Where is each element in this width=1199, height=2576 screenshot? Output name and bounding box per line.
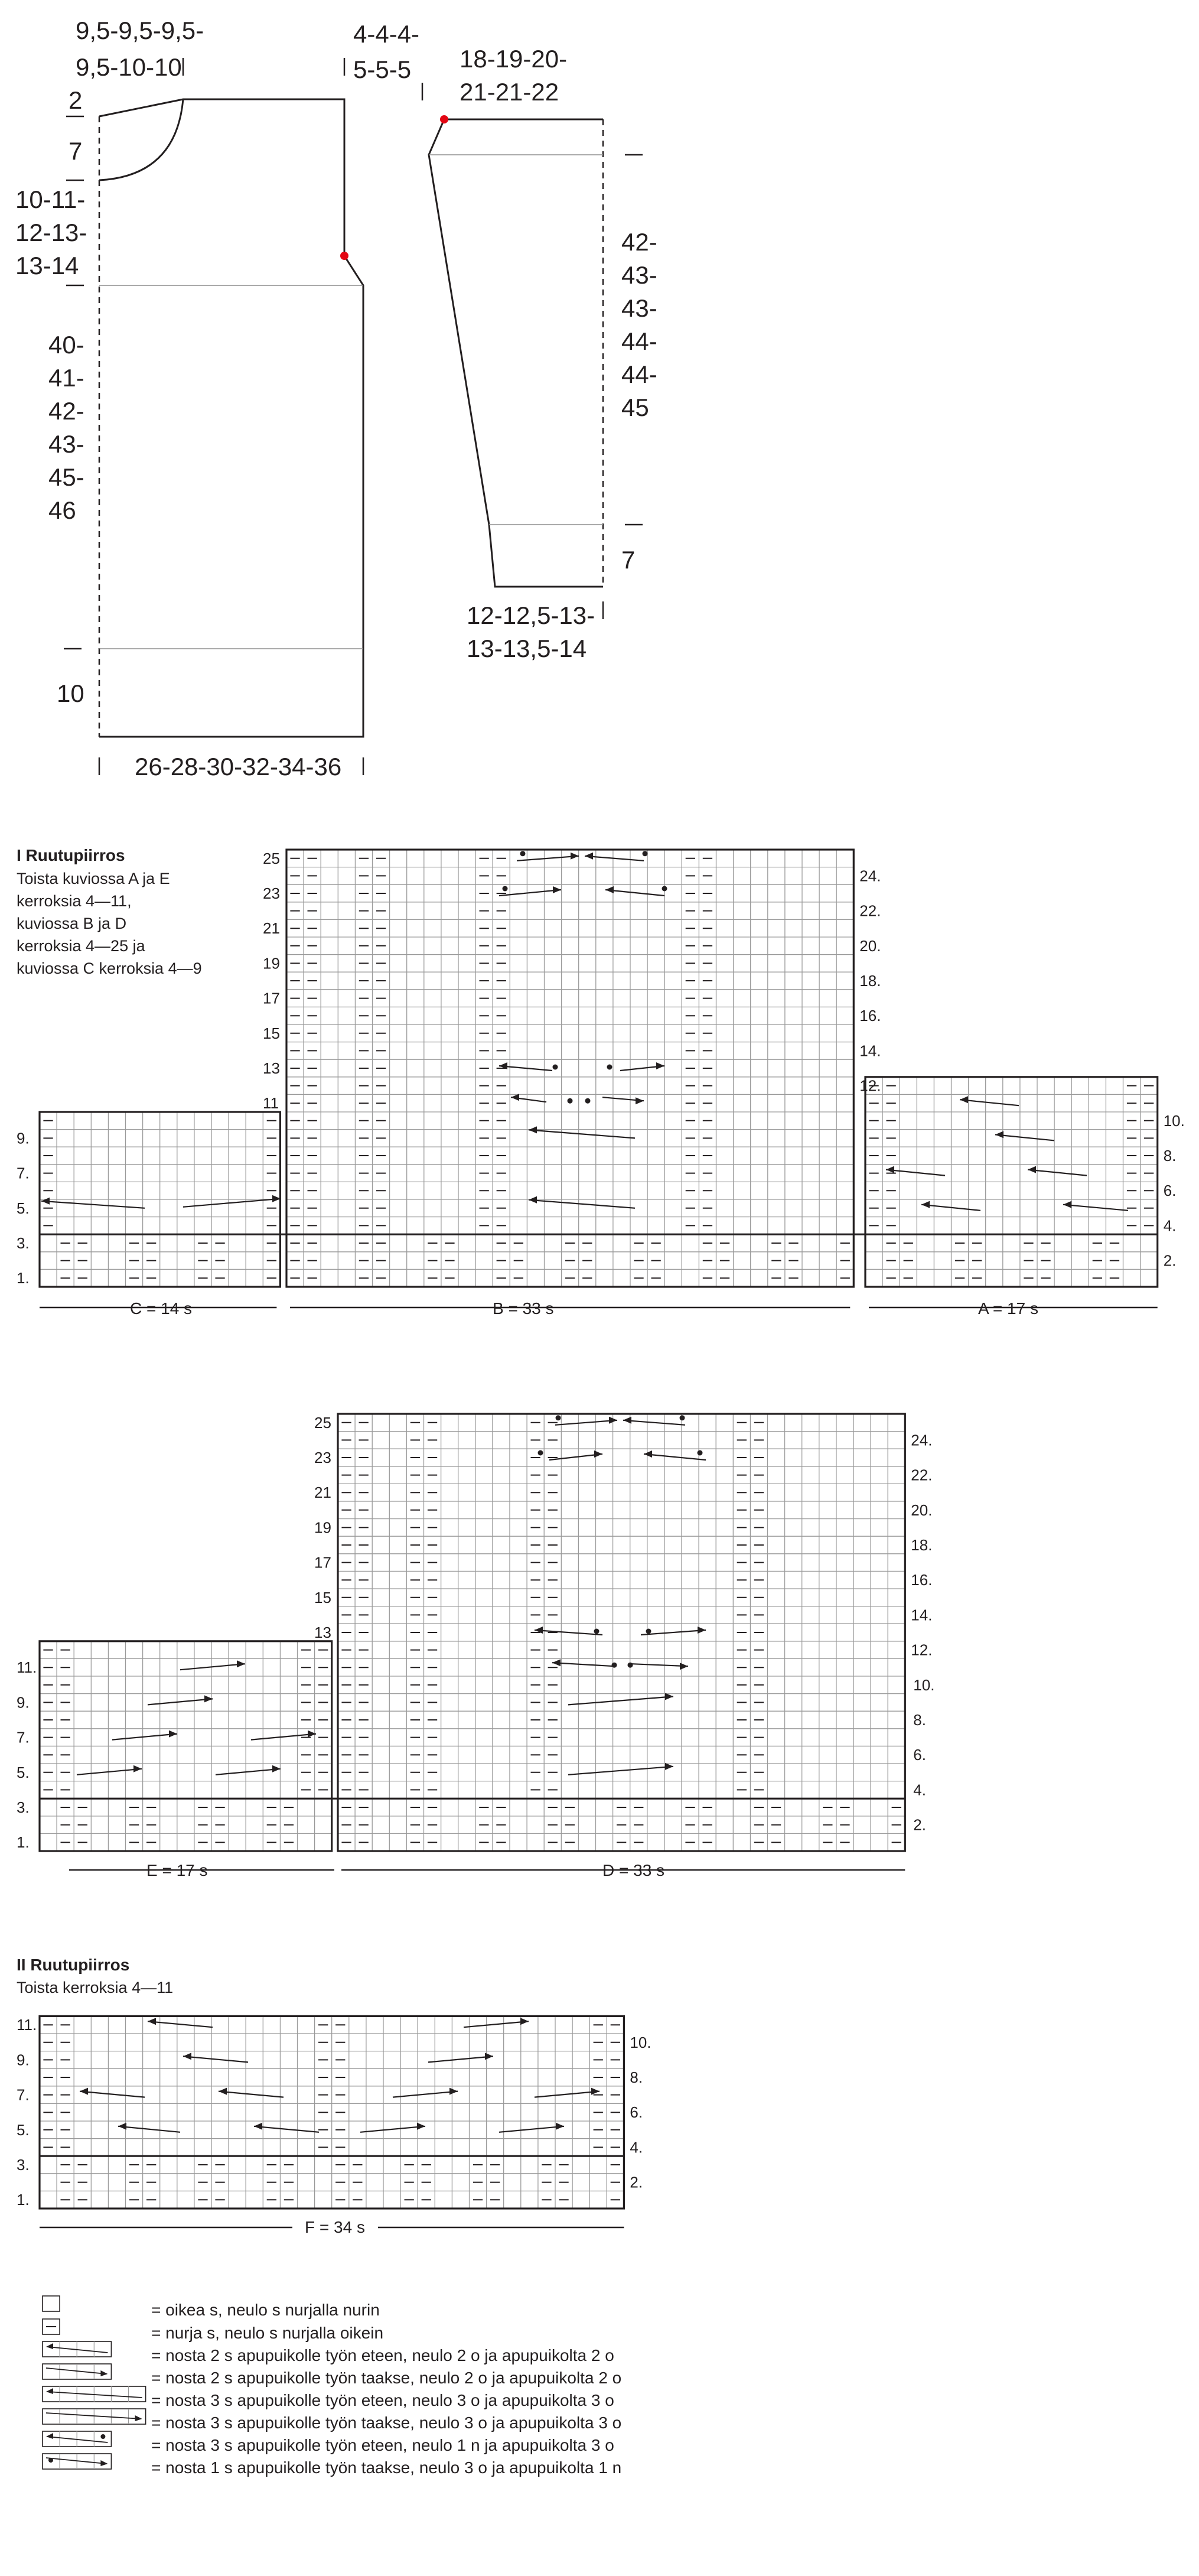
chart1-note-5: kuviossa C kerroksia 4—9 <box>17 960 202 977</box>
body-length-6: 46 <box>48 496 76 524</box>
neck-width-line1: 9,5-9,5-9,5- <box>76 17 204 44</box>
chart2-right-label-8: 18. <box>911 1536 933 1554</box>
neck-width-line2: 9,5-10-10 <box>76 53 182 81</box>
cuff-line1: 12-12,5-13- <box>467 601 595 629</box>
chart2-right-label-7: 16. <box>911 1571 933 1589</box>
chart2-right-label-6: 14. <box>911 1606 933 1624</box>
chart2-right-label-3: 8. <box>913 1711 926 1729</box>
chart2-left-label-1: 3. <box>17 1798 30 1816</box>
chart1-left-label-12: 25 <box>263 849 280 867</box>
chart1-left-label-11: 23 <box>263 884 280 902</box>
chart2-right-label-10: 22. <box>911 1466 933 1484</box>
legend-text <box>151 2301 621 2477</box>
chart2-right-label-5: 12. <box>911 1641 933 1659</box>
chart1-left-label-7: 15 <box>263 1024 280 1042</box>
chart2-left-label-0: 1. <box>17 1833 30 1852</box>
chart2-left-label-8: 17 <box>314 1553 331 1572</box>
chart3-right-label-0: 2. <box>630 2173 643 2191</box>
chart3-left-label-3: 7. <box>17 2086 30 2104</box>
chart1-left-label-6: 13 <box>263 1059 280 1077</box>
chart2-left-label-7: 15 <box>314 1588 331 1606</box>
sleeve-top-line2: 21-21-22 <box>460 78 559 106</box>
legend-text-3: = nosta 2 s apupuikolle työn taakse, neulo 2 o ja apupuikolta 2 o <box>151 2369 622 2387</box>
sleeve-length-4: 44- <box>621 327 657 355</box>
chart3-right-label-2: 6. <box>630 2103 643 2122</box>
chart1-left-label-5: 11 <box>263 1094 279 1113</box>
chart1-note-3: kuviossa B ja D <box>17 915 127 932</box>
legend-text-0: = oikea s, neulo s nurjalla nurin <box>151 2301 380 2319</box>
section-d-label: D = 33 s <box>602 1861 665 1879</box>
chart2-left-label-4: 9. <box>17 1693 30 1712</box>
chart2-left-label-5: 11. <box>17 1658 37 1677</box>
chart1-note-1: Toista kuviossa A ja E <box>17 870 170 887</box>
body-length-1: 40- <box>48 331 84 359</box>
chart1-left-label-10: 21 <box>263 919 280 938</box>
sleeve-length-1: 42- <box>621 228 657 256</box>
chart1-right-label-11: 24. <box>859 867 881 885</box>
chart1-left-label-0: 1. <box>17 1269 30 1287</box>
chart1-right-label-4: 10. <box>1163 1111 1185 1130</box>
sleeve-length-2: 43- <box>621 261 657 289</box>
sleeve-rib: 7 <box>621 546 636 574</box>
chart1-right-label-8: 18. <box>859 972 881 990</box>
chart1-right-label-5: 12. <box>859 1076 881 1095</box>
chart1-left-label-9: 19 <box>263 954 280 972</box>
legend-text-2: = nosta 2 s apupuikolle työn eteen, neulo 2 o ja apupuikolta 2 o <box>151 2346 614 2364</box>
chart1-right-label-6: 14. <box>859 1042 881 1060</box>
sleeve-length-5: 44- <box>621 360 657 388</box>
chart3-left-label-4: 9. <box>17 2051 30 2069</box>
body-length-5: 45- <box>48 463 84 491</box>
neck-drop-top: 2 <box>69 86 83 114</box>
section-e-label: E = 17 s <box>146 1861 208 1879</box>
legend-text-7: = nosta 1 s apupuikolle työn taakse, neulo 3 o ja apupuikolta 1 n <box>151 2458 622 2477</box>
armhole-line1: 10-11- <box>15 186 86 213</box>
chart1-left-label-1: 3. <box>17 1234 30 1252</box>
sleeve-length-6: 45 <box>621 393 649 421</box>
chart3-left-label-1: 3. <box>17 2156 30 2174</box>
chart1-left-label-8: 17 <box>263 989 280 1007</box>
chart1-note-2: kerroksia 4—11, <box>17 892 132 910</box>
chart3-left-label-0: 1. <box>17 2191 30 2209</box>
body-rib: 10 <box>57 679 84 707</box>
chart2-left-label-10: 21 <box>314 1484 331 1502</box>
cuff-line2: 13-13,5-14 <box>467 635 587 662</box>
body-length-4: 43- <box>48 430 84 458</box>
chart3-right-label-1: 4. <box>630 2138 643 2157</box>
chart1-right-label-2: 6. <box>1163 1182 1177 1200</box>
chart1-right-label-7: 16. <box>859 1007 881 1025</box>
chart2-right-label-0: 2. <box>913 1816 926 1834</box>
chart2-left-label-9: 19 <box>314 1518 331 1537</box>
chart1-right-label-9: 20. <box>859 936 881 955</box>
section-b-label: B = 33 s <box>493 1299 554 1318</box>
chart2-left-label-3: 7. <box>17 1728 30 1746</box>
chart1-right-label-3: 8. <box>1163 1147 1177 1165</box>
chart1-left-label-2: 5. <box>17 1199 30 1217</box>
chart2-right-label-4: 10. <box>913 1676 935 1694</box>
sleeve-length-3: 43- <box>621 294 657 322</box>
chart2-right-label-1: 4. <box>913 1781 926 1799</box>
legend-text-1: = nurja s, neulo s nurjalla oikein <box>151 2324 384 2342</box>
legend-text-6: = nosta 3 s apupuikolle työn eteen, neulo 1 n ja apupuikolta 3 o <box>151 2436 614 2454</box>
sleeve-top-line1: 18-19-20- <box>460 45 568 73</box>
legend-text-5: = nosta 3 s apupuikolle työn taakse, neulo 3 o ja apupuikolta 3 o <box>151 2414 622 2432</box>
shoulder-line2: 5-5-5 <box>353 56 412 83</box>
chart1-right-label-1: 4. <box>1163 1217 1177 1235</box>
chart3-title: II Ruutupiirros <box>17 1956 130 1974</box>
body-length-2: 41- <box>48 364 84 392</box>
armhole-line3: 13-14 <box>15 252 79 279</box>
chart3-right-label-3: 8. <box>630 2068 643 2086</box>
section-c-label: C = 14 s <box>130 1299 193 1318</box>
chart2-right-label-9: 20. <box>911 1501 933 1519</box>
chart2-left-label-12: 25 <box>314 1413 331 1432</box>
body-width: 26-28-30-32-34-36 <box>135 753 342 780</box>
section-a-label: A = 17 s <box>978 1299 1038 1318</box>
chart1-left-label-4: 9. <box>17 1129 30 1147</box>
chart1-note-4: kerroksia 4—25 ja <box>17 937 145 955</box>
chart1-title: I Ruutupiirros <box>17 846 125 864</box>
chart2-left-label-2: 5. <box>17 1763 30 1781</box>
legend-text-4: = nosta 3 s apupuikolle työn eteen, neulo 3 o ja apupuikolta 3 o <box>151 2391 614 2409</box>
chart3-note: Toista kerroksia 4—11 <box>17 1979 174 1996</box>
chart2-right-label-2: 6. <box>913 1746 926 1764</box>
neck-drop: 7 <box>69 137 83 165</box>
chart1-left-label-3: 7. <box>17 1164 30 1182</box>
chart2-right-label-11: 24. <box>911 1431 933 1449</box>
chart3-left-label-5: 11. <box>17 2016 37 2034</box>
chart1-right-label-0: 2. <box>1163 1251 1177 1270</box>
chart3-left-label-2: 5. <box>17 2120 30 2139</box>
shoulder-line1: 4-4-4- <box>353 20 420 48</box>
armhole-line2: 12-13- <box>15 219 87 246</box>
chart2-left-label-6: 13 <box>314 1624 331 1641</box>
body-length-3: 42- <box>48 397 84 425</box>
chart2-left-label-11: 23 <box>314 1449 331 1466</box>
chart3-right-label-4: 10. <box>630 2033 651 2051</box>
chart1-right-label-10: 22. <box>859 902 881 920</box>
section-f-label: F = 34 s <box>305 2218 365 2236</box>
